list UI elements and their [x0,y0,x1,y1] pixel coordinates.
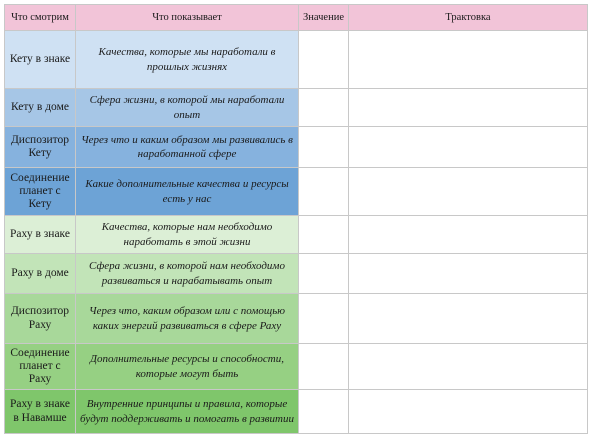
row-meaning-cell[interactable] [299,168,349,216]
row-what-cell: Кету в знаке [5,31,76,89]
row-what-cell: Раху в знаке [5,216,76,254]
row-meaning-cell[interactable] [299,216,349,254]
table-row [5,390,588,434]
row-interpretation-cell[interactable] [349,31,588,89]
table-row [5,254,588,294]
row-shows-cell: Качества, которые мы наработали в прошлых жизнях [76,31,299,89]
row-shows-cell: Качества, которые нам необходимо наработать в этой жизни [76,216,299,254]
row-what-cell: Диспозитор Кету [5,127,76,168]
table-row [5,294,588,344]
table-row [5,168,588,216]
table-row [5,344,588,390]
row-shows-cell: Дополнительные ресурсы и способности, которые могут быть [76,344,299,390]
nodes-interpretation-table [4,4,588,434]
row-what-cell: Соединение планет с Раху [5,344,76,390]
table-row [5,127,588,168]
table-row [5,216,588,254]
row-what-cell: Кету в доме [5,89,76,127]
row-meaning-cell[interactable] [299,390,349,434]
row-interpretation-cell[interactable] [349,89,588,127]
header-what-it-shows: Что показывает [76,5,299,31]
row-interpretation-cell[interactable] [349,127,588,168]
row-what-cell: Соединение планет с Кету [5,168,76,216]
row-shows-cell: Какие дополнительные качества и ресурсы есть у нас [76,168,299,216]
table-row [5,89,588,127]
row-shows-cell: Через что и каким образом мы развивались в наработанной сфере [76,127,299,168]
row-interpretation-cell[interactable] [349,294,588,344]
row-meaning-cell[interactable] [299,294,349,344]
row-meaning-cell[interactable] [299,254,349,294]
row-what-cell: Диспозитор Раху [5,294,76,344]
row-what-cell: Раху в доме [5,254,76,294]
row-shows-cell: Внутренние принципы и правила, которые будут поддерживать и помогать в развитии [76,390,299,434]
table-row [5,31,588,89]
row-meaning-cell[interactable] [299,127,349,168]
row-shows-cell: Через что, каким образом или с помощью каких энергий развиваться в сфере Раху [76,294,299,344]
row-meaning-cell[interactable] [299,344,349,390]
row-what-cell: Раху в знаке в Навамше [5,390,76,434]
header-what-we-look: Что смотрим [5,5,76,31]
row-interpretation-cell[interactable] [349,254,588,294]
row-shows-cell: Сфера жизни, в которой мы наработали опыт [76,89,299,127]
row-interpretation-cell[interactable] [349,216,588,254]
row-shows-cell: Сфера жизни, в которой нам необходимо развиваться и нарабатывать опыт [76,254,299,294]
row-interpretation-cell[interactable] [349,390,588,434]
header-meaning: Значение [299,5,349,31]
nodes-table-sheet [4,4,587,434]
row-meaning-cell[interactable] [299,31,349,89]
header-interpretation: Трактовка [349,5,588,31]
row-interpretation-cell[interactable] [349,344,588,390]
table-header-row [5,5,588,31]
row-meaning-cell[interactable] [299,89,349,127]
row-interpretation-cell[interactable] [349,168,588,216]
